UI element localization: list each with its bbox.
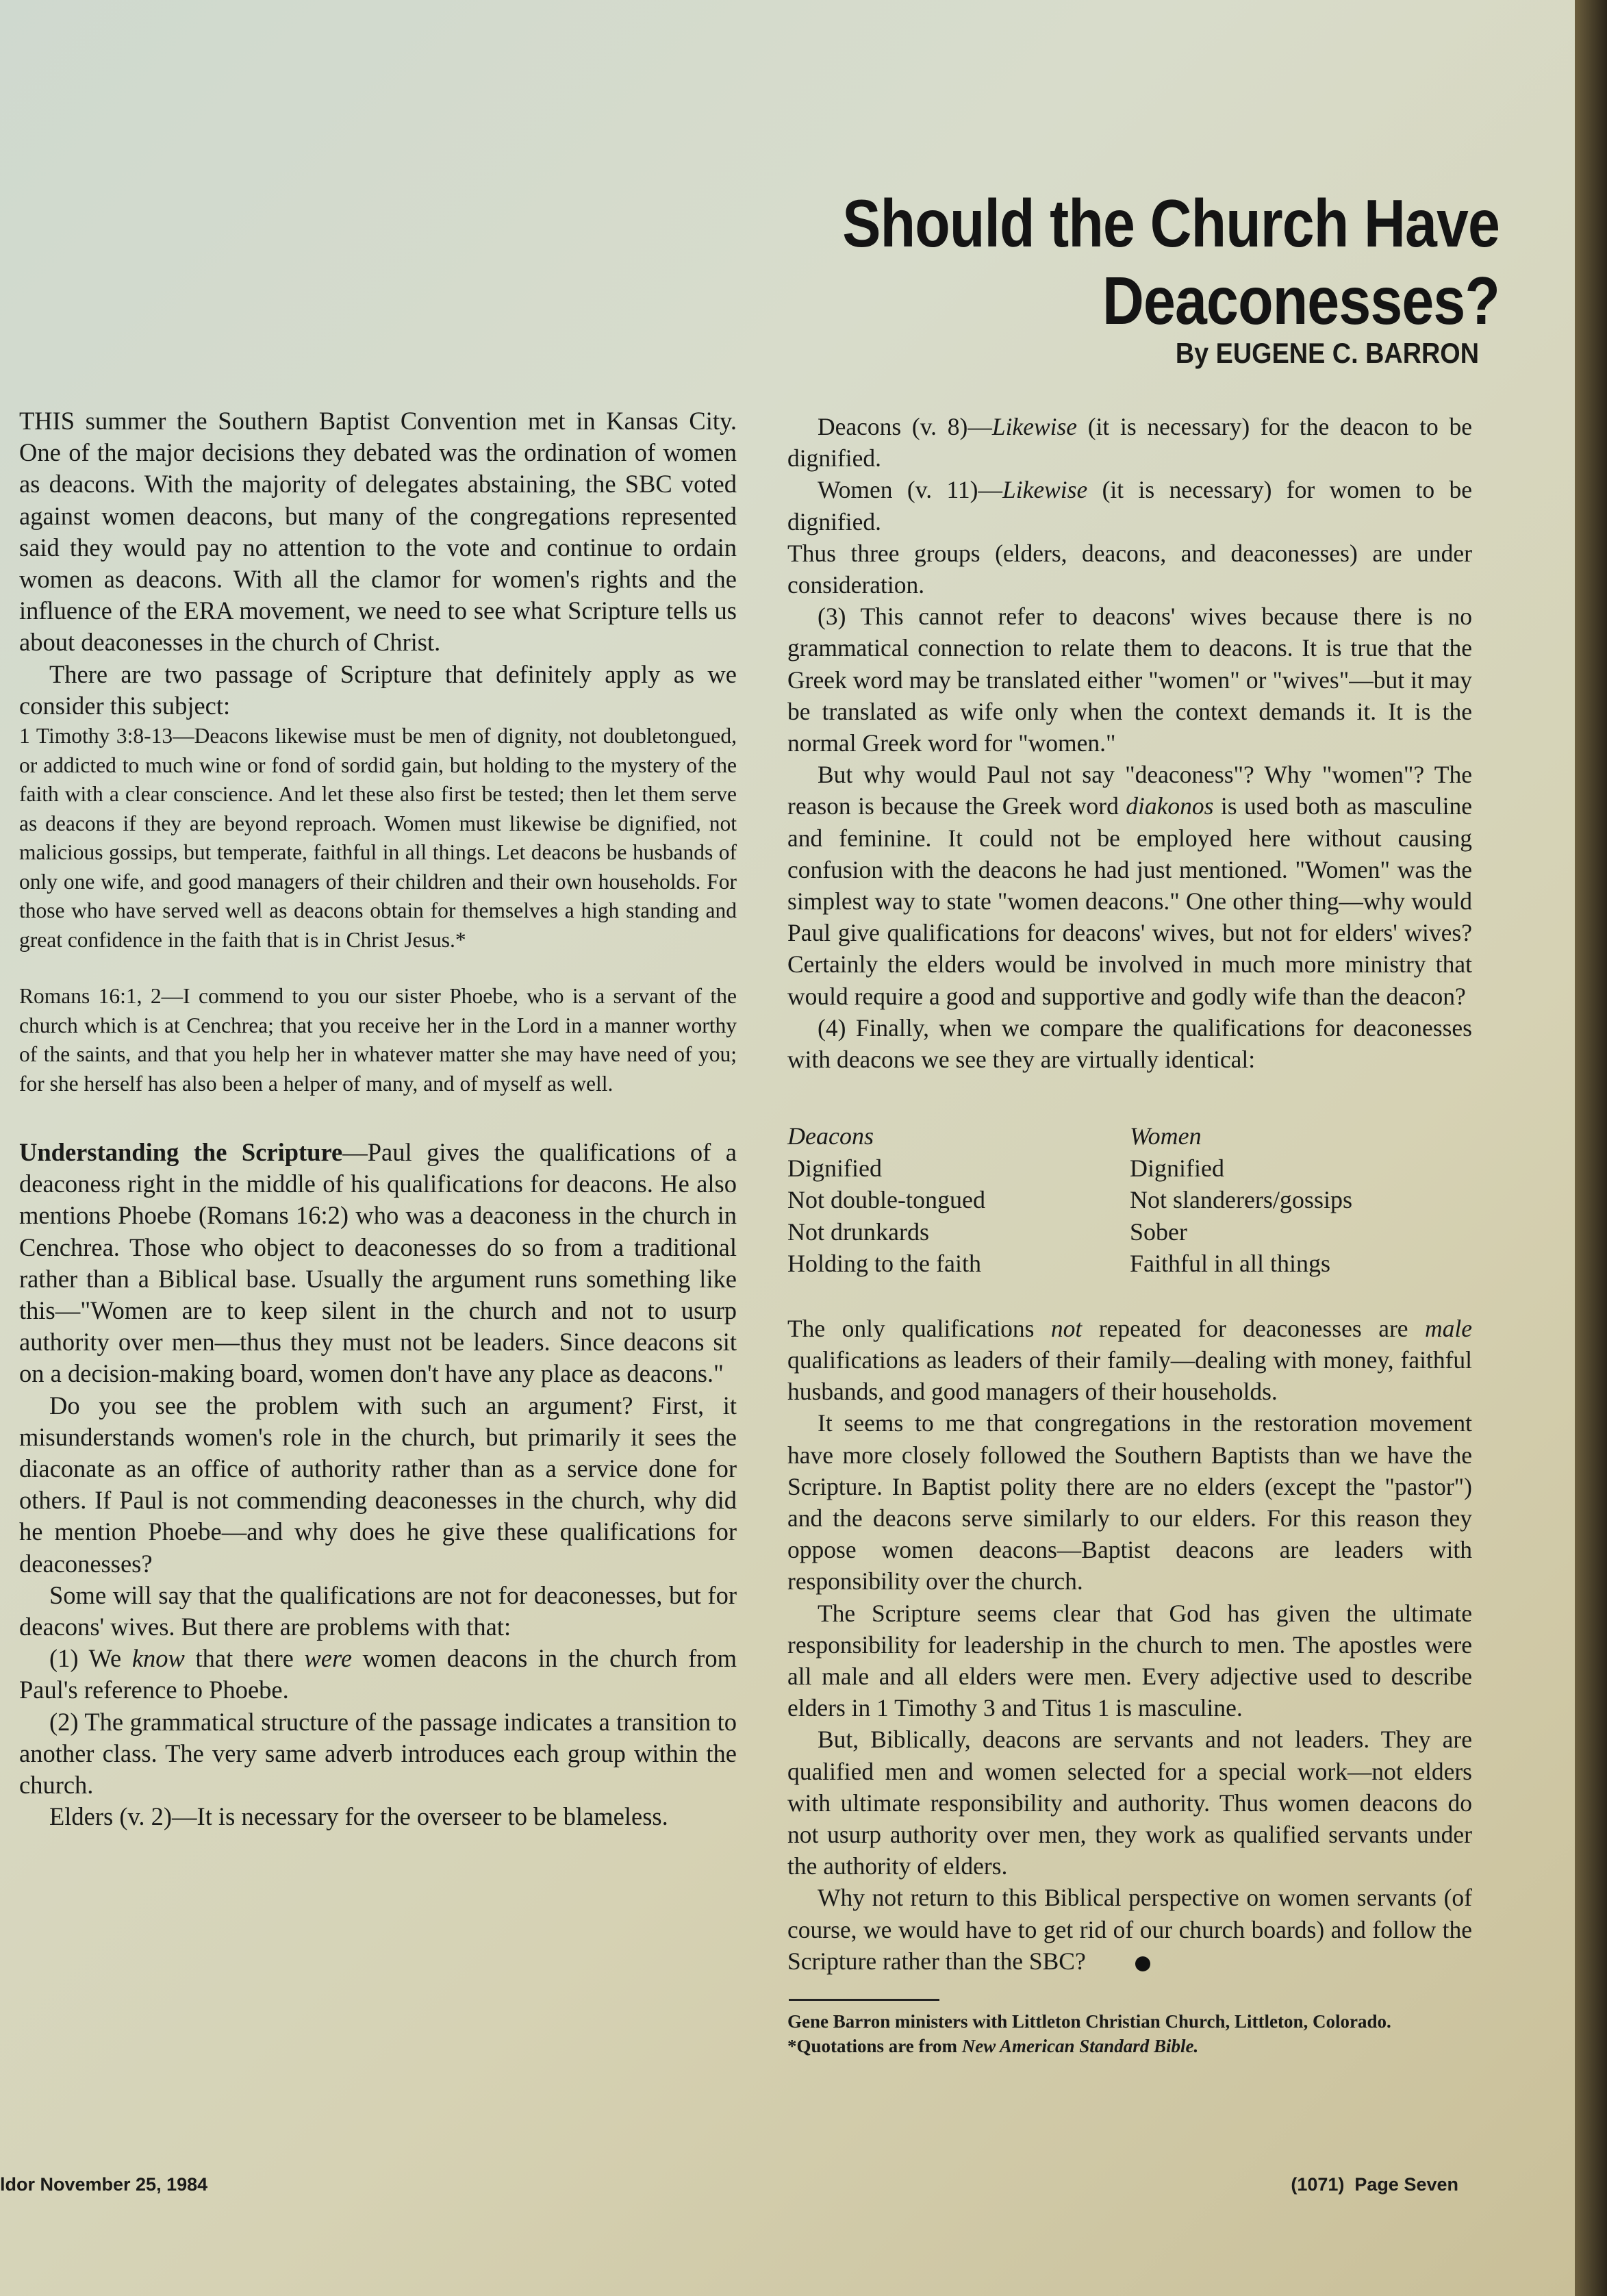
why-women-text-b: is used both as masculine and feminine. It could not be employed here without causing confusion with the deacons he had just mentioned. "Women" was the simplest way to state "women deacons." One other thing—why would Paul give qualifications for deacons' wives, but not for elders' wives? Certainly the elders would be involved in much more ministry that would require a good and supportive and godly wife than the deacon?: [787, 792, 1472, 1010]
intro-paragraph-1: THIS summer the Southern Baptist Convention met in Kansas City. One of the major decisions they debated was the ordination of women as deacons. With the majority of delegates abstaining, the SBC voted against women deacons, but many of the congregations represented said they would pay no attention to the vote and continue to ordain women as deacons. With all the clamor for women's rights and the influence of the ERA movement, we need to see what Scripture tells us about deaconesses in the church of Christ.: [19, 407, 737, 657]
article-byline: By EUGENE C. BARRON: [1175, 337, 1479, 369]
problem-paragraph: Do you see the problem with such an argument? First, it misunderstands women's role in the church, but primarily it sees the diaconate as an office of authority rather than as a service done for others. If Paul is not commending deaconesses in the church, why did he mention Phoebe—and why does he give these qualifications for deaconesses?: [19, 1391, 737, 1578]
elders-paragraph: Elders (v. 2)—It is necessary for the overseer to be blameless.: [49, 1802, 668, 1831]
quotation-source-note: [787, 2034, 1472, 2058]
women-list-heading: Women: [1130, 1122, 1202, 1150]
not-emphasis: not: [1050, 1314, 1083, 1342]
scripture-quote-romans: Romans 16:1, 2—I commend to you our sister Phoebe, who is a servant of the church which is at Cenchrea; that you receive her in the Lord in a manner worthy of the saints, and that you help her in whatever matter she may have need of you; for she herself has also been a helper of many, and of myself as well.: [19, 984, 737, 1096]
why-women-text-a: But why would Paul not say "deaconess"? Why "women"? The reason is because the Greek word: [787, 761, 1472, 820]
point-1-text-a: (1) We: [49, 1644, 132, 1673]
deacons-list-item: Dignified: [787, 1154, 882, 1182]
deacons-likewise-text-a: Deacons (v. 8)—: [818, 413, 992, 440]
women-list-item: Sober: [1130, 1218, 1187, 1246]
point-1-paragraph: [19, 1643, 737, 1706]
article-title: Should the Church Have Deaconesses?: [842, 186, 1500, 338]
understanding-paragraph: [19, 1137, 737, 1390]
footer-page-number: (1071) Page Seven: [1291, 2174, 1458, 2195]
deacons-list: [787, 1120, 1130, 1280]
point-1-emphasis-know: know: [131, 1644, 185, 1673]
deacons-likewise-text-b: (it is necessary) for the deacon to be dignified.: [787, 413, 1473, 472]
closing-text: Why not return to this Biblical perspective on women servants (of course, we would have to get rid of our church boards) and follow the Scripture rather than the SBC?: [787, 1884, 1472, 1975]
intro-paragraph-2: There are two passage of Scripture that definitely apply as we consider this subject:: [19, 659, 737, 720]
deacons-likewise-paragraph: [787, 411, 1472, 474]
understanding-text: —Paul gives the qualifications of a deaconess right in the middle of his qualifications for deacons. He also mentions Phoebe (Romans 16:2) who was a deaconess in the church in Cenchrea. Those who object to deaconesses do so from a traditional rather than a Biblical base. Usually the argument runs something like this—"Women are to keep silent in the church and not to usurp authority over men—thus they must not be leaders. Since deacons sit on a decision-making board, women don't have any place as deacons.": [19, 1138, 737, 1388]
left-column: [19, 405, 737, 1833]
only-qualifications-text-c: qualifications as leaders of their family—dealing with money, faithful husbands, and good managers of their households.: [787, 1346, 1472, 1406]
women-likewise-text-a: Women (v. 11)—: [818, 476, 1002, 504]
point-1-text-c: women deacons in the church from Paul's reference to Phoebe.: [19, 1644, 737, 1704]
biblically-paragraph: But, Biblically, deacons are servants and not leaders. They are qualified men and women selected for a special work—not elders with ultimate responsibility and authority. Thus women deacons do not usurp authority over men, they work as qualified servants under the authority of elders.: [787, 1726, 1472, 1880]
why-women-paragraph: [787, 759, 1472, 1012]
qualifications-comparison: [787, 1120, 1472, 1280]
women-list-item: Dignified: [1130, 1154, 1224, 1182]
point-4-paragraph: (4) Finally, when we compare the qualifications for deaconesses with deacons we see they are virtually identical:: [787, 1013, 1472, 1074]
only-qualifications-text-a: The only qualifications: [787, 1314, 1051, 1342]
deacons-list-item: Not double-tongued: [787, 1186, 985, 1214]
deacons-likewise-emphasis: Likewise: [991, 413, 1078, 440]
point-2-paragraph: (2) The grammatical structure of the passage indicates a transition to another class. The very same adverb introduces each group within the church.: [19, 1707, 737, 1800]
closing-paragraph: [787, 1882, 1472, 1977]
point-1-emphasis-were: were: [304, 1644, 353, 1673]
scripture-quote-timothy: 1 Timothy 3:8-13—Deacons likewise must be men of dignity, not doubletongued, or addicted to much wine or fond of sordid gain, but holding to the mystery of the faith with a clear conscience. And let these also first be tested; then let them serve as deacons if they are beyond reproach. Women must likewise be dignified, not malicious gossips, but temperate, faithful in all things. Let deacons be husbands of only one wife, and good managers of their children and their own households. For those who have served well as deacons obtain for themselves a high standing and great confidence in the faith that is in Christ Jesus.*: [19, 724, 737, 952]
diakonos-emphasis: diakonos: [1126, 792, 1214, 820]
some-will-say-paragraph: Some will say that the qualifications are not for deaconesses, but for deacons' wives. But there are problems with that:: [19, 1580, 737, 1641]
male-emphasis: male: [1425, 1314, 1473, 1342]
women-list-item: Not slanderers/gossips: [1130, 1186, 1352, 1214]
women-list-item: Faithful in all things: [1130, 1250, 1330, 1278]
deacons-list-heading: Deacons: [787, 1122, 874, 1150]
women-likewise-emphasis: Likewise: [1002, 476, 1088, 504]
quotation-source-text: *Quotations are from: [787, 2036, 962, 2057]
section-subhead: Understanding the Scripture: [19, 1138, 343, 1167]
end-of-article-bullet: [1135, 1956, 1150, 1971]
deacons-list-item: Not drunkards: [787, 1218, 929, 1246]
page-edge-shadow: [1575, 0, 1607, 2296]
right-column: [787, 411, 1472, 2058]
bible-version-title: New American Standard Bible.: [961, 2036, 1199, 2057]
women-likewise-paragraph: [787, 474, 1472, 537]
deacons-list-item: Holding to the faith: [787, 1250, 981, 1278]
three-groups-paragraph: Thus three groups (elders, deacons, and deaconesses) are under consideration.: [787, 539, 1472, 599]
only-qualifications-text-b: repeated for deaconesses are: [1082, 1314, 1425, 1342]
author-note: Gene Barron ministers with Littleton Christian Church, Littleton, Colorado.: [787, 2011, 1391, 2032]
footnote-divider: [789, 1999, 939, 2001]
point-3-paragraph: (3) This cannot refer to deacons' wives because there is no grammatical connection to relate them to deacons. It is true that the Greek word may be translated either "women" or "wives"—but it may be translated as wife only when the context demands it. It is the normal Greek word for "women.": [787, 603, 1472, 757]
women-list: [1130, 1120, 1472, 1280]
footer-date: ldor November 25, 1984: [0, 2174, 208, 2195]
restoration-paragraph: It seems to me that congregations in the restoration movement have more closely followed the Southern Baptists than we have the Scripture. In Baptist polity there are no elders (except the "pastor") and the deacons serve similarly to our elders. For this reason they oppose women deacons—Baptist deacons are leaders with responsibility over the church.: [787, 1409, 1472, 1595]
point-1-text-b: that there: [184, 1644, 305, 1673]
women-likewise-text-b: (it is necessary) for women to be dignified.: [787, 476, 1472, 535]
scripture-clear-paragraph: The Scripture seems clear that God has given the ultimate responsibility for leadership in the church to men. The apostles were all male and all elders were men. Every adjective used to describe elders in 1 Timothy 3 and Titus 1 is masculine.: [787, 1599, 1472, 1722]
only-qualifications-paragraph: [787, 1313, 1472, 1408]
